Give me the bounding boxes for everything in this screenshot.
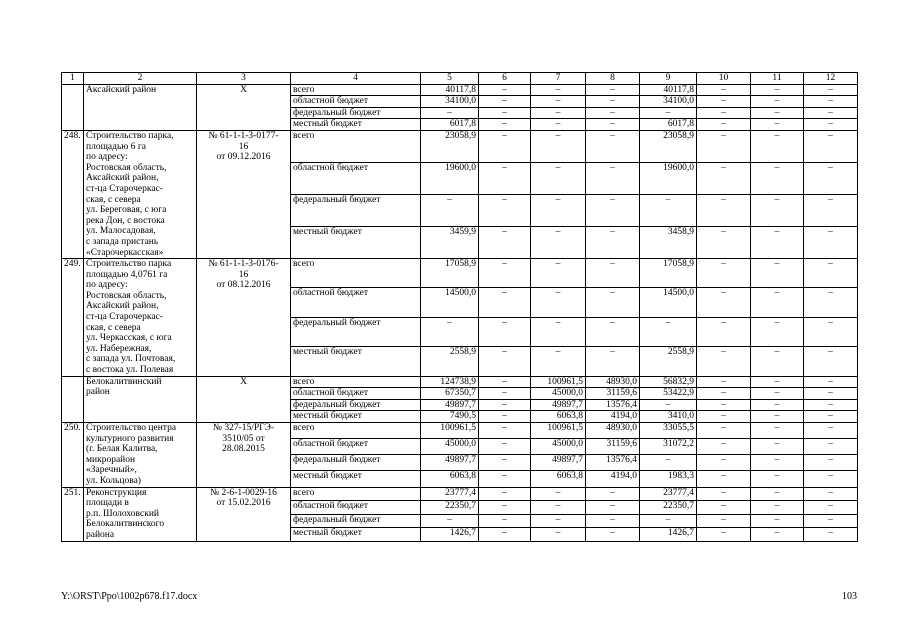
amount-cell: – [804, 84, 858, 96]
amount-cell: – [804, 501, 858, 514]
funding-source: местный бюджет [291, 528, 421, 542]
amount-cell: 13576,4 [586, 399, 640, 411]
column-number: 1 [62, 73, 84, 85]
amount-cell: – [640, 317, 697, 346]
amount-cell: – [804, 471, 858, 487]
column-number: 4 [291, 73, 421, 85]
amount-cell: – [804, 388, 858, 400]
funding-source: федеральный бюджет [291, 195, 421, 227]
amount-cell: – [586, 487, 640, 500]
amount-cell: – [531, 227, 586, 259]
amount-cell: 23777,4 [640, 487, 697, 500]
amount-cell: – [697, 376, 751, 388]
amount-cell: – [804, 227, 858, 259]
amount-cell: – [751, 107, 804, 119]
amount-cell: 22350,7 [640, 501, 697, 514]
budget-table [61, 72, 858, 542]
amount-cell: – [697, 84, 751, 96]
amount-cell: – [697, 439, 751, 455]
amount-cell: – [751, 376, 804, 388]
column-number: 8 [586, 73, 640, 85]
amount-cell: 19600,0 [640, 163, 697, 195]
amount-cell: – [531, 514, 586, 527]
expertise-document: № 61-1-1-3-0177- 16 от 09.12.2016 [197, 130, 291, 258]
amount-cell: – [531, 317, 586, 346]
amount-cell: 49897,7 [421, 399, 479, 411]
amount-cell: – [697, 487, 751, 500]
amount-cell: 1983,3 [640, 471, 697, 487]
amount-cell: – [804, 195, 858, 227]
amount-cell: 49897,7 [531, 455, 586, 471]
table-row [62, 84, 858, 96]
funding-source: всего [291, 84, 421, 96]
amount-cell: – [804, 259, 858, 288]
amount-cell: – [751, 195, 804, 227]
amount-cell: 33055,5 [640, 423, 697, 439]
amount-cell: – [586, 347, 640, 376]
object-name: Строительство центра культурного развития (г. Белая Калитва, микрорайон «Заречный», ул. Кольцова) [84, 423, 197, 488]
amount-cell: – [479, 471, 531, 487]
amount-cell: – [697, 514, 751, 527]
funding-source: местный бюджет [291, 347, 421, 376]
amount-cell: 23058,9 [640, 130, 697, 162]
amount-cell: – [531, 84, 586, 96]
amount-cell: – [586, 195, 640, 227]
column-number: 5 [421, 73, 479, 85]
column-number: 9 [640, 73, 697, 85]
amount-cell: 49897,7 [531, 399, 586, 411]
amount-cell: – [640, 399, 697, 411]
amount-cell: – [479, 317, 531, 346]
amount-cell: 40117,8 [640, 84, 697, 96]
table-row [62, 487, 858, 500]
amount-cell: – [751, 347, 804, 376]
expertise-document: № 2-6-1-0029-16 от 15.02.2016 [197, 487, 291, 541]
amount-cell: – [697, 130, 751, 162]
amount-cell: – [586, 501, 640, 514]
amount-cell: 56832,9 [640, 376, 697, 388]
amount-cell: 67350,7 [421, 388, 479, 400]
amount-cell: – [751, 317, 804, 346]
amount-cell: – [586, 119, 640, 131]
amount-cell: 45000,0 [421, 439, 479, 455]
amount-cell: 45000,0 [531, 388, 586, 400]
amount-cell: – [479, 399, 531, 411]
column-number: 2 [84, 73, 197, 85]
object-name: Реконструкция площади в р.п. Шолоховский Белокалитвинского района [84, 487, 197, 541]
amount-cell: – [751, 130, 804, 162]
amount-cell: – [479, 487, 531, 500]
funding-source: федеральный бюджет [291, 514, 421, 527]
funding-source: федеральный бюджет [291, 107, 421, 119]
amount-cell: 100961,5 [531, 376, 586, 388]
amount-cell: – [586, 130, 640, 162]
expertise-document: Х [197, 376, 291, 422]
amount-cell: 4194,0 [586, 411, 640, 423]
amount-cell: 53422,9 [640, 388, 697, 400]
amount-cell: – [586, 84, 640, 96]
amount-cell: 3459,9 [421, 227, 479, 259]
amount-cell: – [697, 163, 751, 195]
amount-cell: – [586, 259, 640, 288]
file-path: Y:\ORST\Ppo\1002p678.f17.docx [61, 591, 198, 602]
amount-cell: – [479, 439, 531, 455]
amount-cell: – [804, 347, 858, 376]
funding-source: областной бюджет [291, 388, 421, 400]
column-number: 6 [479, 73, 531, 85]
amount-cell: – [421, 514, 479, 527]
amount-cell: – [479, 347, 531, 376]
amount-cell: 31072,2 [640, 439, 697, 455]
item-number: 251. [62, 487, 84, 541]
amount-cell: 124738,9 [421, 376, 479, 388]
amount-cell: 4194,0 [586, 471, 640, 487]
amount-cell: 3458,9 [640, 227, 697, 259]
amount-cell: 19600,0 [421, 163, 479, 195]
amount-cell: – [479, 130, 531, 162]
amount-cell: – [697, 528, 751, 542]
amount-cell: 100961,5 [531, 423, 586, 439]
amount-cell: – [531, 107, 586, 119]
amount-cell: – [751, 259, 804, 288]
amount-cell: – [640, 514, 697, 527]
amount-cell: – [697, 347, 751, 376]
amount-cell: – [479, 501, 531, 514]
amount-cell: 34100,0 [421, 96, 479, 108]
amount-cell: – [804, 317, 858, 346]
amount-cell: 2558,9 [421, 347, 479, 376]
amount-cell: 6017,8 [640, 119, 697, 131]
object-name: Аксайский район [84, 84, 197, 130]
funding-source: областной бюджет [291, 96, 421, 108]
amount-cell: – [804, 423, 858, 439]
amount-cell: – [586, 317, 640, 346]
item-number: 250. [62, 423, 84, 488]
amount-cell: – [751, 288, 804, 317]
amount-cell: – [479, 288, 531, 317]
amount-cell: – [697, 288, 751, 317]
item-number [62, 84, 84, 130]
funding-source: федеральный бюджет [291, 399, 421, 411]
amount-cell: – [697, 471, 751, 487]
funding-source: федеральный бюджет [291, 455, 421, 471]
amount-cell: – [531, 347, 586, 376]
amount-cell: – [586, 528, 640, 542]
amount-cell: – [804, 130, 858, 162]
table-row [62, 376, 858, 388]
amount-cell: – [531, 195, 586, 227]
amount-cell: 48930,0 [586, 376, 640, 388]
amount-cell: 7490,5 [421, 411, 479, 423]
table-row [62, 423, 858, 439]
amount-cell: – [804, 455, 858, 471]
amount-cell: – [751, 423, 804, 439]
amount-cell: – [751, 399, 804, 411]
amount-cell: – [804, 163, 858, 195]
amount-cell: 48930,0 [586, 423, 640, 439]
funding-source: местный бюджет [291, 119, 421, 131]
amount-cell: – [697, 227, 751, 259]
amount-cell: – [479, 411, 531, 423]
amount-cell: 6063,8 [421, 471, 479, 487]
amount-cell: 6063,8 [531, 471, 586, 487]
amount-cell: – [751, 388, 804, 400]
amount-cell: – [697, 96, 751, 108]
amount-cell: – [421, 317, 479, 346]
amount-cell: – [479, 259, 531, 288]
amount-cell: – [751, 119, 804, 131]
amount-cell: 1426,7 [640, 528, 697, 542]
amount-cell: – [531, 487, 586, 500]
item-number: 248. [62, 130, 84, 258]
page-number: 103 [842, 591, 857, 602]
amount-cell: – [479, 455, 531, 471]
amount-cell: – [751, 439, 804, 455]
amount-cell: – [751, 471, 804, 487]
amount-cell: – [697, 195, 751, 227]
amount-cell: – [697, 119, 751, 131]
amount-cell: 45000,0 [531, 439, 586, 455]
amount-cell: – [751, 455, 804, 471]
amount-cell: – [479, 227, 531, 259]
funding-source: местный бюджет [291, 227, 421, 259]
item-number: 249. [62, 259, 84, 377]
amount-cell: – [421, 195, 479, 227]
amount-cell: 31159,6 [586, 439, 640, 455]
funding-source: всего [291, 130, 421, 162]
amount-cell: – [751, 487, 804, 500]
amount-cell: 31159,6 [586, 388, 640, 400]
object-name: Строительство парка площадью 4,0761 га по адресу: Ростовская область, Аксайский район, ст-ца Старочеркас- ская, с севера ул. Черкасская, с юга ул. Набережная, с запада ул. Почтовая, с востока ул. Полевая [84, 259, 197, 377]
amount-cell: – [751, 84, 804, 96]
amount-cell: – [697, 317, 751, 346]
amount-cell: – [531, 288, 586, 317]
funding-source: всего [291, 259, 421, 288]
amount-cell: – [804, 107, 858, 119]
table-row [62, 259, 858, 288]
amount-cell: – [697, 455, 751, 471]
funding-source: областной бюджет [291, 439, 421, 455]
amount-cell: – [640, 455, 697, 471]
amount-cell: – [697, 399, 751, 411]
amount-cell: – [586, 163, 640, 195]
amount-cell: 13576,4 [586, 455, 640, 471]
object-name: Белокалитвинский район [84, 376, 197, 422]
amount-cell: – [804, 528, 858, 542]
amount-cell: – [697, 501, 751, 514]
amount-cell: – [421, 107, 479, 119]
amount-cell: – [479, 376, 531, 388]
amount-cell: – [531, 96, 586, 108]
column-number: 7 [531, 73, 586, 85]
amount-cell: 1426,7 [421, 528, 479, 542]
amount-cell: – [586, 514, 640, 527]
amount-cell: – [479, 514, 531, 527]
amount-cell: 23777,4 [421, 487, 479, 500]
amount-cell: – [804, 376, 858, 388]
amount-cell: – [751, 501, 804, 514]
amount-cell: – [479, 388, 531, 400]
amount-cell: – [479, 84, 531, 96]
amount-cell: – [531, 130, 586, 162]
amount-cell: – [531, 501, 586, 514]
amount-cell: – [751, 163, 804, 195]
column-number: 12 [804, 73, 858, 85]
amount-cell: – [804, 439, 858, 455]
expertise-document: № 61-1-1-3-0176- 16 от 08.12.2016 [197, 259, 291, 377]
amount-cell: – [479, 195, 531, 227]
funding-source: местный бюджет [291, 471, 421, 487]
amount-cell: 6017,8 [421, 119, 479, 131]
amount-cell: 34100,0 [640, 96, 697, 108]
amount-cell: – [804, 119, 858, 131]
amount-cell: 40117,8 [421, 84, 479, 96]
amount-cell: 22350,7 [421, 501, 479, 514]
column-number-row [62, 73, 858, 85]
amount-cell: – [804, 399, 858, 411]
amount-cell: – [531, 119, 586, 131]
funding-source: областной бюджет [291, 501, 421, 514]
amount-cell: 14500,0 [421, 288, 479, 317]
amount-cell: 49897,7 [421, 455, 479, 471]
amount-cell: – [586, 107, 640, 119]
column-number: 3 [197, 73, 291, 85]
amount-cell: – [751, 227, 804, 259]
amount-cell: – [697, 388, 751, 400]
funding-source: всего [291, 376, 421, 388]
amount-cell: – [804, 411, 858, 423]
amount-cell: 6063,8 [531, 411, 586, 423]
amount-cell: – [751, 514, 804, 527]
object-name: Строительство парка, площадью 6 га по адресу: Ростовская область, Аксайский район, ст-ца Старочеркас- ская, с севера ул. Береговая, с юга река Дон, с востока ул. Малосадовая, с запада пристань «Старочеркасская» [84, 130, 197, 258]
amount-cell: – [640, 195, 697, 227]
table-row [62, 130, 858, 162]
funding-source: областной бюджет [291, 288, 421, 317]
amount-cell: – [531, 259, 586, 288]
amount-cell: – [479, 107, 531, 119]
amount-cell: – [586, 288, 640, 317]
amount-cell: – [697, 107, 751, 119]
funding-source: областной бюджет [291, 163, 421, 195]
funding-source: всего [291, 423, 421, 439]
expertise-document: Х [197, 84, 291, 130]
amount-cell: 14500,0 [640, 288, 697, 317]
amount-cell: – [751, 411, 804, 423]
column-number: 11 [751, 73, 804, 85]
amount-cell: – [804, 288, 858, 317]
amount-cell: – [751, 96, 804, 108]
funding-source: местный бюджет [291, 411, 421, 423]
expertise-document: № 327-15/РГЭ- 3510/05 от 28.08.2015 [197, 423, 291, 488]
amount-cell: – [479, 163, 531, 195]
amount-cell: – [697, 259, 751, 288]
amount-cell: – [804, 96, 858, 108]
amount-cell: – [697, 423, 751, 439]
column-number: 10 [697, 73, 751, 85]
amount-cell: 100961,5 [421, 423, 479, 439]
amount-cell: 2558,9 [640, 347, 697, 376]
amount-cell: 23058,9 [421, 130, 479, 162]
item-number [62, 376, 84, 422]
amount-cell: – [479, 423, 531, 439]
amount-cell: – [479, 119, 531, 131]
funding-source: федеральный бюджет [291, 317, 421, 346]
amount-cell: – [804, 514, 858, 527]
amount-cell: – [479, 528, 531, 542]
amount-cell: 17058,9 [421, 259, 479, 288]
amount-cell: 17058,9 [640, 259, 697, 288]
amount-cell: – [531, 528, 586, 542]
amount-cell: – [640, 107, 697, 119]
amount-cell: – [697, 411, 751, 423]
amount-cell: 3410,0 [640, 411, 697, 423]
amount-cell: – [479, 96, 531, 108]
amount-cell: – [804, 487, 858, 500]
amount-cell: – [586, 96, 640, 108]
funding-source: всего [291, 487, 421, 500]
amount-cell: – [586, 227, 640, 259]
amount-cell: – [531, 163, 586, 195]
amount-cell: – [751, 528, 804, 542]
